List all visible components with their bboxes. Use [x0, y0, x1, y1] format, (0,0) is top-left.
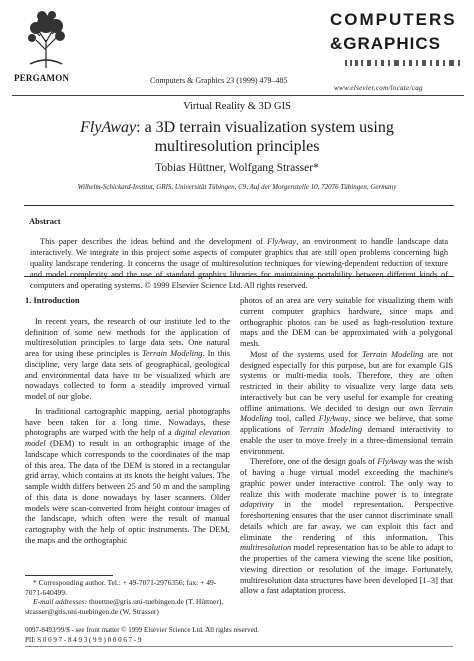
- title-line2: multiresolution principles: [154, 138, 320, 155]
- abstract-part: , an environment to handle landscape data interactively. We integrate in this project some aspects of computer graphics that are still open problems concerning high quality landscape rendering. It concerns the usage of multiresolution techniques for viewing-dependent reduction of texture and model complexity and the use of standard graphics libraries for maintaining portability between different kinds of computers and operating systems. © 1999 Elsevier Science Ltd. All rights reserved.: [30, 237, 448, 290]
- abstract-heading: Abstract: [29, 216, 61, 226]
- header-divider: [12, 95, 464, 96]
- text-run: . In this discipline, very large data sets of geographical, geological and environmental data have to be visualized which are nowadays collected to form a steadily improved virtual model of our globe.: [25, 348, 230, 401]
- text-run: , since we believe, that some applications of: [240, 413, 453, 434]
- text-run: Most of the systems used for: [250, 348, 362, 359]
- paragraph: [25, 406, 230, 546]
- paragraph: [240, 456, 453, 596]
- text-italic: Terrain Modeling: [142, 348, 203, 358]
- email-text: thuettne@gris.uni-tuebingen.de (T. Hüttner), strasser@gris.uni-tuebingen.de (W. Strasser): [25, 597, 224, 616]
- footnote-divider: [25, 575, 113, 576]
- publisher-name: PERGAMON: [14, 73, 70, 83]
- paragraph: [240, 349, 453, 457]
- text-italic: multiresolution: [240, 542, 292, 553]
- text-run: Therefore, one of the design goals of: [250, 456, 378, 467]
- title-line1-rest: : a 3D terrain visualization system using: [136, 119, 394, 136]
- copyright-line: 0097-8493/99/$ - see front matter © 1999 Elsevier Science Ltd. All rights reserved.: [25, 626, 259, 634]
- affiliation: Wilhelm-Schickard-Institut, GRIS, Universität Tübingen, C9, Auf der Morgenstelle 10, 72076 Tübingen, Germany: [77, 183, 397, 191]
- journal-url: www.elsevier.com/locate/cag: [334, 84, 423, 92]
- text-run: demand interactivity to enable the user to move freely in a three-dimensional terrain environment.: [240, 424, 453, 456]
- text-italic: FlyAway: [318, 413, 349, 424]
- abstract-section: [24, 205, 454, 290]
- authors: Tobias Hüttner, Wolfgang Strasser*: [155, 162, 319, 174]
- text-run: (DEM) to result in an orthographic image of the landscape which corresponds to the coordinates of the map of this area. The data of the DEM is stored in a rectangular grid array, which contains at its knots the height values. The sample width differs between 25 and 50 m and the sampling of this data is done nowadays by laser scanners. Older models were scan-converted from height contour images of the landscape, which often were the result of manual cartography with the help of optic instruments. The DEM, the maps and the orthographic: [25, 438, 230, 545]
- text-italic: Terrain Modeling: [361, 348, 424, 359]
- paragraph: [25, 316, 230, 402]
- text-italic: Terrain Modeling: [240, 402, 453, 424]
- journal-brand-line2: &GRAPHICS: [330, 34, 442, 53]
- abstract-text: [30, 236, 448, 291]
- abstract-italic: FlyAway: [267, 237, 297, 246]
- article-title: [0, 118, 474, 156]
- right-column: [240, 295, 453, 596]
- title-italic: FlyAway: [80, 119, 137, 136]
- footnote-corresponding: * Corresponding author. Tel.: + 49-7071-2976356; fax: + 49-7071-640499.: [25, 578, 217, 597]
- text-run: in the model representation. Perspective foreshortening ensures that the user cannot discriminate small details which are far away, we can exploit this fact and eliminate the rendering of this information. This: [240, 499, 453, 542]
- text-run: In traditional cartographic mapping, aerial photographs have been taken for a long time. Nowadays, these photographs are warped with the help of a: [25, 405, 230, 438]
- text-italic: Terrain Modeling: [299, 424, 363, 434]
- journal-brand-line1: COMPUTERS: [330, 10, 457, 29]
- footnote-emails: [25, 597, 230, 616]
- text-run: tool, called: [272, 413, 319, 424]
- section-label: Virtual Reality & 3D GIS: [183, 101, 291, 112]
- text-run: In recent years, the research of our institute led to the definition of some new methods for the application of multiresolution principles to large data sets. One natural area for using these principles is: [25, 315, 230, 358]
- text-run: are not designed especially for this purpose, but are for example GIS systems or multi-media tools. Therefore, they are often restricted in their ability to visualize very large data sets interactively but can be very useful for example for creating offline animations. We decided to design our own: [240, 348, 453, 413]
- text-italic: adaptivity: [240, 499, 274, 510]
- pii-line: PII: S 0 0 9 7 - 8 4 9 3 ( 9 9 ) 0 0 0 6 7 - 9: [25, 636, 142, 644]
- text-italic: digital elevation model: [25, 427, 231, 448]
- abstract-part: This paper describes the ideas behind and the development of: [40, 237, 268, 246]
- footnote: [25, 578, 230, 616]
- left-column: [25, 295, 230, 546]
- journal-reference: Computers & Graphics 23 (1999) 479–485: [150, 76, 288, 85]
- brand-decoration-icon: [345, 58, 465, 68]
- bottom-divider: [25, 646, 453, 647]
- email-label: E-mail addresses:: [33, 597, 88, 606]
- publisher-logo-icon: [26, 10, 66, 70]
- paragraph: photos of an area are very suitable for visualizing them with current computer graphics hardware, since maps and orthographic photos can be used as high-resolution texture maps and the DEM can be approximated with a polygonal mesh.: [240, 295, 453, 348]
- text-run: was the wish of having a huge virtual model exceeding the machine's graphic power under interactive control. The only way to realize this with moderate machine power is to integrate: [240, 456, 453, 499]
- text-italic: FlyAway: [377, 456, 407, 467]
- text-run: model representation has to be able to adapt to the properties of the camera viewing the scene like position, viewing direction or resolution of the image. Fortunately, multiresolution data structures have been developed [1–3] that allow a fast adaptation process.: [240, 542, 453, 596]
- intro-heading: 1. Introduction: [25, 295, 80, 305]
